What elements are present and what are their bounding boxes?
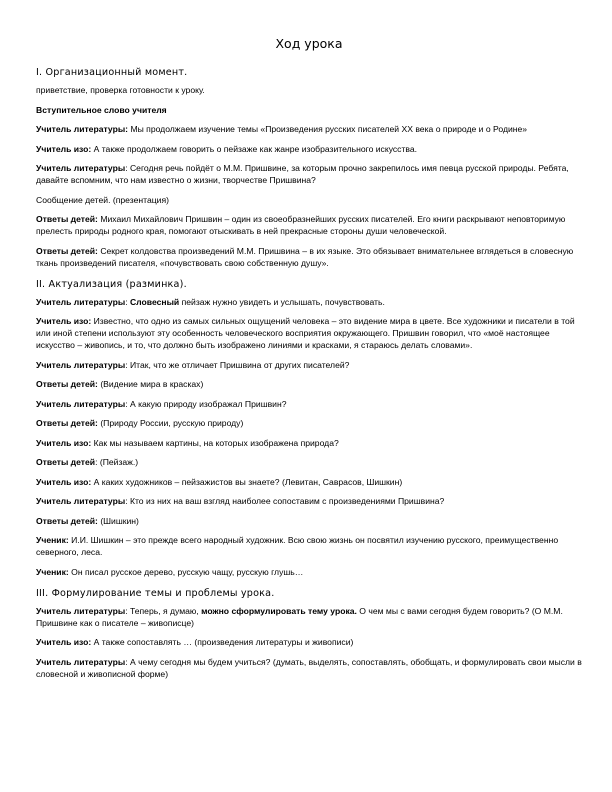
paragraph — [36, 162, 582, 186]
paragraph — [36, 437, 582, 449]
text-run: А также продолжаем говорить о пейзаже как жанре изобразительного искусства. — [93, 143, 418, 154]
bold-text: Ученик: — [36, 535, 72, 545]
bold-text: Учитель изо: — [36, 437, 94, 448]
bold-text: Вступительное слово учителя — [36, 104, 167, 115]
bold-text: Ответы детей: — [36, 245, 101, 256]
text-run: И.И. Шишкин – это прежде всего народный художник. Всю свою жизнь он посвятил изучению русского, преимущественно северного, леса. — [36, 535, 559, 557]
text-run: (Природу России, русскую природу) — [100, 418, 244, 428]
bold-text: Учитель изо: — [36, 476, 94, 487]
paragraph — [36, 143, 582, 155]
text-run: Известно, что одно из самых сильных ощущений человека – это видение мира в цвете. Все художники и писатели в той или иной степени используют эту особенность человеческого восприятия окружающего. Пришвин говорил, что «моё настоящее искусство – живопись, и то, что должно быть изображено линиями и красками, я стараюсь делать словами». — [36, 316, 575, 350]
text-run: : А чему сегодня мы будем учиться? (думать, выделять, сопоставлять, обобщать, и формулировать свои мысли в словесной и живописной форме) — [36, 656, 582, 679]
bold-text: Учитель изо: — [36, 143, 94, 154]
text-run: : Кто из них на ваш взгляд наиболее сопоставим с произведениями Пришвина? — [125, 496, 445, 506]
text-run: О чем мы с вами сегодня будем говорить? (О М.М. Пришвине как о писателе – живописце) — [36, 605, 563, 628]
page-title: Ход урока — [275, 36, 343, 51]
paragraph — [36, 378, 582, 390]
bold-text: Учитель изо: — [36, 637, 94, 647]
paragraph — [36, 476, 582, 488]
bold-text: Учитель литературы — [36, 605, 126, 616]
paragraph — [36, 534, 582, 558]
bold-text: Учитель литературы — [36, 656, 126, 667]
paragraph — [36, 456, 582, 468]
bold-text: Ответы детей: — [36, 214, 101, 224]
bold-text: Учитель литературы — [36, 398, 126, 409]
bold-text: Ученик: — [36, 566, 72, 577]
paragraph — [36, 315, 582, 351]
section-heading: III. Формулирование темы и проблемы урока. — [36, 587, 275, 599]
text-run: А каких художников – пейзажистов вы знаете? (Левитан, Саврасов, Шишкин) — [93, 476, 403, 487]
text-run: (Шишкин) — [100, 515, 139, 526]
bold-text: Ответы детей: — [36, 515, 101, 526]
section-heading: II. Актуализация (разминка). — [36, 278, 187, 290]
bold-text: можно сформулировать тему урока. — [201, 605, 357, 616]
bold-text: Учитель литературы: — [36, 124, 131, 134]
paragraph — [36, 194, 582, 206]
bold-text: Ответы детей: — [36, 418, 101, 428]
text-run: Он писал русское дерево, русскую чащу, русскую глушь… — [71, 566, 304, 577]
paragraph — [36, 636, 582, 648]
text-run: : (Пейзаж.) — [95, 457, 139, 467]
text-run: Секрет колдовства произведений М.М. Пришвина – в их языке. Это обязывает внимательнее вглядеться в словесную ткань произведений писателя, «почувствовать свою собственную душу». — [36, 245, 574, 268]
paragraph — [36, 296, 582, 308]
paragraph — [36, 566, 582, 578]
paragraph — [36, 605, 582, 629]
bold-text: Учитель литературы — [36, 296, 126, 307]
paragraph — [36, 84, 582, 96]
text-run: Михаил Михайлович Пришвин – один из своеобразнейших русских писателей. Его книги раскрывают неповторимую прелесть природы родного края, помогают отыскивать в ней прекрасные стороны души человеческой. — [36, 214, 566, 236]
paragraph — [36, 123, 582, 135]
bold-text: Учитель литературы — [36, 163, 126, 173]
paragraph — [36, 245, 582, 269]
paragraph — [36, 495, 582, 507]
text-run: : — [125, 296, 130, 307]
paragraph — [36, 213, 582, 237]
paragraph — [36, 398, 582, 410]
paragraph — [36, 515, 582, 527]
bold-text: Ответы детей — [36, 457, 96, 467]
text-run: приветствие, проверка готовности к уроку. — [36, 85, 205, 95]
document-body — [36, 67, 582, 680]
paragraph — [36, 359, 582, 371]
text-run: пейзаж нужно увидеть и услышать, почувствовать. — [179, 296, 385, 307]
text-run: (Видение мира в красках) — [100, 379, 204, 389]
paragraph — [36, 656, 582, 680]
paragraph — [36, 104, 582, 116]
bold-text: Словесный — [129, 296, 180, 307]
text-run: Мы продолжаем изучение темы «Произведения русских писателей XX века о природе и о Родине» — [130, 124, 528, 134]
text-run: А также сопоставлять … (произведения литературы и живописи) — [93, 637, 354, 647]
text-run: : Теперь, я думаю, — [125, 605, 202, 616]
text-run: Сообщение детей. (презентация) — [36, 194, 169, 205]
section-heading: I. Организационный момент. — [36, 67, 188, 78]
bold-text: Учитель литературы — [36, 496, 126, 506]
text-run: Как мы называем картины, на которых изображена природа? — [93, 437, 339, 448]
text-run: : Итак, что же отличает Пришвина от других писателей? — [125, 359, 350, 370]
paragraph — [36, 417, 582, 429]
bold-text: Ответы детей: — [36, 379, 101, 389]
text-run: : А какую природу изображал Пришвин? — [125, 398, 287, 409]
bold-text: Учитель литературы — [36, 359, 126, 370]
document-page — [36, 36, 582, 687]
bold-text: Учитель изо: — [36, 316, 94, 326]
text-run: : Сегодня речь пойдёт о М.М. Пришвине, за которым прочно закрепилось имя певца русской природы. Ребята, давайте вспомним, что нам известно о жизни, творчестве Пришвина? — [36, 163, 569, 185]
